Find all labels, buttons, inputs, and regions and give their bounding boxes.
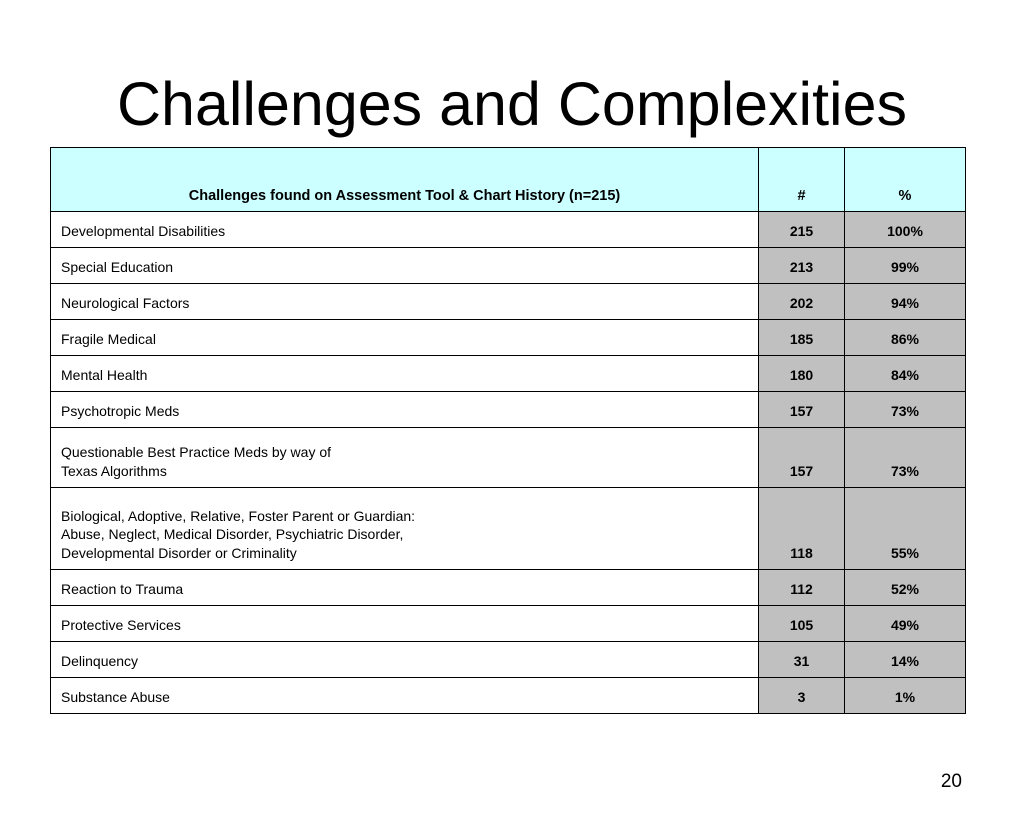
table-row (51, 642, 966, 678)
count-cell: 157 (759, 428, 845, 488)
count-cell: 157 (759, 392, 845, 428)
challenge-label-line: Fragile Medical (61, 330, 156, 347)
challenge-label (51, 392, 759, 428)
challenge-label-line: Texas Algorithms (61, 462, 167, 479)
challenge-label-line: Abuse, Neglect, Medical Disorder, Psychiatric Disorder, (61, 526, 404, 542)
count-cell: 3 (759, 678, 845, 714)
challenge-label (51, 678, 759, 714)
percent-cell: 55% (845, 488, 966, 570)
table-row (51, 248, 966, 284)
table-row (51, 570, 966, 606)
challenge-label (51, 642, 759, 678)
percent-cell: 86% (845, 320, 966, 356)
percent-cell: 84% (845, 356, 966, 392)
challenge-label-line: Substance Abuse (61, 688, 170, 705)
challenge-label (51, 320, 759, 356)
challenge-label (51, 212, 759, 248)
table-row (51, 284, 966, 320)
table-row (51, 212, 966, 248)
count-cell: 118 (759, 488, 845, 570)
table-row (51, 488, 966, 570)
count-cell: 213 (759, 248, 845, 284)
table-row (51, 678, 966, 714)
count-cell: 185 (759, 320, 845, 356)
challenge-label-line: Protective Services (61, 616, 181, 633)
challenge-label (51, 284, 759, 320)
header-count: # (759, 148, 845, 212)
table-row (51, 392, 966, 428)
percent-cell: 1% (845, 678, 966, 714)
challenge-label-line: Questionable Best Practice Meds by way of (61, 444, 332, 460)
count-cell: 112 (759, 570, 845, 606)
challenge-label-line: Neurological Factors (61, 294, 190, 311)
challenge-label-line: Special Education (61, 258, 174, 275)
challenge-label-line: Delinquency (61, 652, 139, 669)
challenge-label-line: Developmental Disabilities (61, 222, 226, 239)
challenge-label (51, 428, 759, 488)
header-percent: % (845, 148, 966, 212)
percent-cell: 73% (845, 392, 966, 428)
table-row (51, 356, 966, 392)
percent-cell: 73% (845, 428, 966, 488)
percent-cell: 52% (845, 570, 966, 606)
table-header-row (51, 148, 966, 212)
count-cell: 31 (759, 642, 845, 678)
percent-cell: 99% (845, 248, 966, 284)
count-cell: 215 (759, 212, 845, 248)
slide-title: Challenges and Complexities (116, 70, 908, 138)
challenge-label (51, 606, 759, 642)
challenge-label-line: Mental Health (61, 366, 148, 383)
challenges-table (50, 147, 966, 714)
percent-cell: 94% (845, 284, 966, 320)
challenge-label (51, 488, 759, 570)
count-cell: 180 (759, 356, 845, 392)
percent-cell: 100% (845, 212, 966, 248)
challenge-label-line: Psychotropic Meds (61, 402, 180, 419)
percent-cell: 49% (845, 606, 966, 642)
count-cell: 105 (759, 606, 845, 642)
table-row (51, 320, 966, 356)
challenge-label-line: Reaction to Trauma (61, 580, 184, 597)
challenge-label (51, 570, 759, 606)
page-number: 20 (940, 771, 962, 792)
percent-cell: 14% (845, 642, 966, 678)
challenge-label-line: Biological, Adoptive, Relative, Foster Parent or Guardian: (61, 507, 416, 524)
challenge-label-line: Developmental Disorder or Criminality (61, 544, 297, 561)
table-row (51, 428, 966, 488)
challenge-label (51, 356, 759, 392)
challenge-label (51, 248, 759, 284)
header-challenge-label: Challenges found on Assessment Tool & Chart History (n=215) (51, 148, 759, 212)
table-row (51, 606, 966, 642)
count-cell: 202 (759, 284, 845, 320)
